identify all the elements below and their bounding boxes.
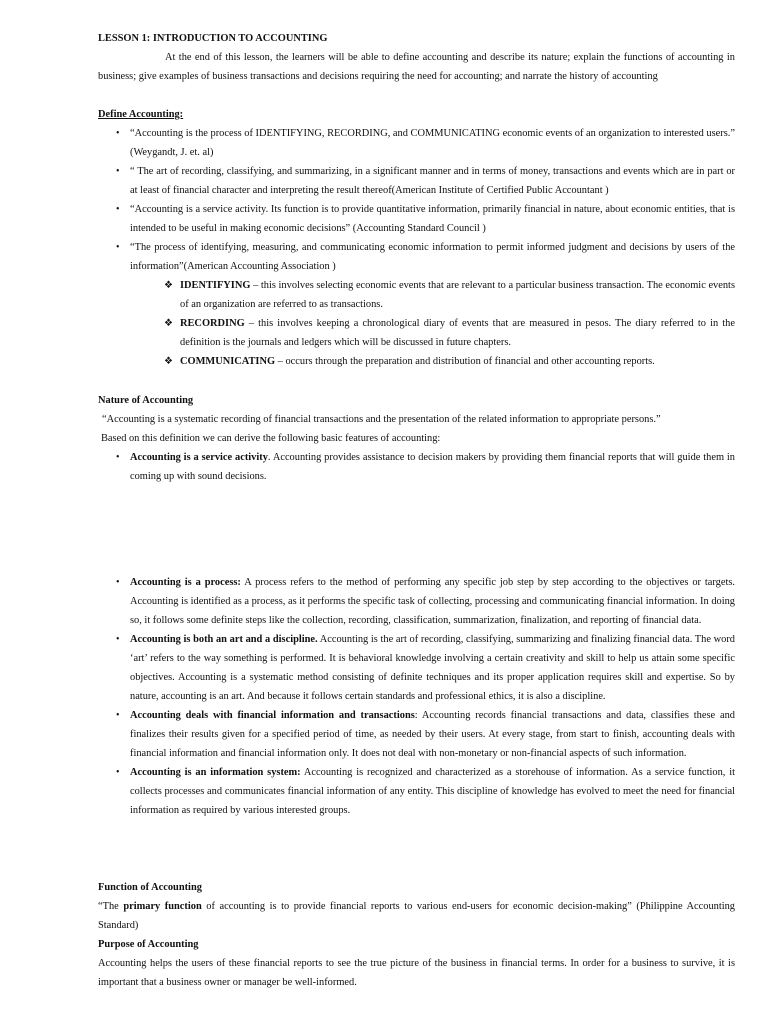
bullet-icon: • (116, 452, 120, 463)
sub-list-item (98, 352, 735, 371)
item-text: “Accounting is a service activity. Its function is to provide quantitative information, primarily financial in nature, about economic entities, that is intended to be useful in making economic decisions” (Accounting Standard Council ) (130, 204, 735, 234)
lesson-header (98, 29, 735, 86)
item-term: Accounting is a process: (130, 577, 241, 588)
bullet-icon: • (116, 204, 120, 215)
list-item (98, 124, 735, 162)
function-text-post: of accounting is to provide financial reports to various end-users for economic decision-making” (Philippine Accounting Standard) (98, 901, 735, 931)
diamond-bullet-icon: ❖ (164, 318, 173, 329)
nature-intro: Based on this definition we can derive the following basic features of accounting: (101, 433, 441, 444)
function-heading: Function of Accounting (98, 882, 202, 893)
list-item (98, 448, 735, 486)
function-text-bold: primary function (123, 901, 202, 912)
define-section (98, 105, 735, 371)
sub-list-item (98, 314, 735, 352)
bullet-icon: • (116, 128, 120, 139)
item-text: . Accounting provides assistance to decision makers by providing them financial reports that will guide them in coming up with sound decisions. (130, 452, 735, 482)
bullet-icon: • (116, 634, 120, 645)
item-term: Accounting is an information system: (130, 767, 301, 778)
nature-section-continued (98, 573, 735, 820)
nature-heading: Nature of Accounting (98, 395, 194, 406)
sub-list-item (98, 276, 735, 314)
item-text: A process refers to the method of performing any specific job step by step according to the objectives or targets. Accounting is identified as a process, as it performs the specific task of collecting, processing and communicating financial information. In doing so, it follows some definite steps like the collection, recording, classification, summarization, finalization, and reporting of financial data. (130, 577, 736, 626)
item-term: Accounting deals with financial information and transactions (130, 710, 415, 721)
purpose-heading: Purpose of Accounting (98, 939, 199, 950)
item-text: “The process of identifying, measuring, and communicating economic information to permit informed judgment and decisions by users of the information”(American Accounting Association ) (130, 242, 735, 272)
item-text: – this involves selecting economic events that are relevant to a particular business transaction. The economic events of an organization are referred to as transactions. (180, 280, 735, 310)
nature-quote: “Accounting is a systematic recording of financial transactions and the presentation of the related information to appropriate persons.” (102, 414, 661, 425)
item-text: Accounting is the art of recording, classifying, summarizing and finalizing financial data. The word ‘art’ refers to the way something is performed. It is behavioral knowledge involving a certain creativity and skill to help us attain some specific objectives. Accounting is a systematic method consisting of definite techniques and its proper application requires skill and expertise. So by nature, accounting is an art. And because it follows certain standards and professional ethics, it is also a discipline. (130, 634, 735, 702)
item-text: – occurs through the preparation and distribution of financial and other accounting reports. (275, 356, 655, 367)
item-text: “ The art of recording, classifying, and summarizing, in a significant manner and in terms of money, transactions and events which are in part or at least of financial character and interpreting the result thereof(American Institute of Certified Public Accountant ) (130, 166, 735, 196)
list-item (98, 162, 735, 200)
bullet-icon: • (116, 710, 120, 721)
lesson-title: LESSON 1: INTRODUCTION TO ACCOUNTING (98, 33, 328, 44)
diamond-bullet-icon: ❖ (164, 280, 173, 291)
define-sub-list (98, 276, 735, 371)
features-list-a (98, 448, 735, 486)
list-item (98, 200, 735, 238)
item-text: – this involves keeping a chronological diary of events that are measured in pesos. The diary referred to in the definition is the journals and ledgers which will be discussed in future chapters. (180, 318, 735, 348)
item-term: Accounting is a service activity (130, 452, 268, 463)
list-item (98, 630, 735, 706)
item-term: RECORDING (180, 318, 245, 329)
bullet-icon: • (116, 577, 120, 588)
diamond-bullet-icon: ❖ (164, 356, 173, 367)
bullet-icon: • (116, 242, 120, 253)
item-text: “Accounting is the process of IDENTIFYING, RECORDING, and COMMUNICATING economic events of an organization to interested users.” (Weygandt, J. et. al) (130, 128, 735, 158)
function-text (98, 897, 735, 935)
list-item (98, 573, 735, 630)
bullet-icon: • (116, 166, 120, 177)
item-term: IDENTIFYING (180, 280, 251, 291)
item-term: Accounting is both an art and a discipline. (130, 634, 318, 645)
item-text: : Accounting records financial transactions and data, classifies these and finalizes their results given for a specified period of time, as needed by their users. At every stage, from start to finish, accounting deals with financial information and financial information only. It does not deal with non-monetary or non-financial aspects of such information. (130, 710, 735, 759)
lesson-objective: At the end of this lesson, the learners will be able to define accounting and describe its nature; explain the functions of accounting in business; give examples of business transactions and decisions requiring the need for accounting; and narrate the history of accounting (98, 52, 735, 82)
bullet-icon: • (116, 767, 120, 778)
function-text-pre: “The (98, 901, 124, 912)
list-item (98, 238, 735, 276)
nature-section (98, 391, 735, 486)
features-list-b (98, 573, 735, 820)
define-list (98, 124, 735, 276)
item-text: Accounting is recognized and characterized as a storehouse of information. As a service function, it collects processes and communicates financial information of any entity. This discipline of knowledge has evolved to meet the need for financial information as required by various interested groups. (130, 767, 735, 816)
function-section (98, 878, 735, 992)
list-item (98, 706, 735, 763)
define-heading: Define Accounting: (98, 109, 184, 120)
list-item (98, 763, 735, 820)
purpose-text: Accounting helps the users of these financial reports to see the true picture of the business in financial terms. In order for a business to survive, it is important that a business owner or manager be well-informed. (98, 958, 735, 988)
item-term: COMMUNICATING (180, 356, 276, 367)
